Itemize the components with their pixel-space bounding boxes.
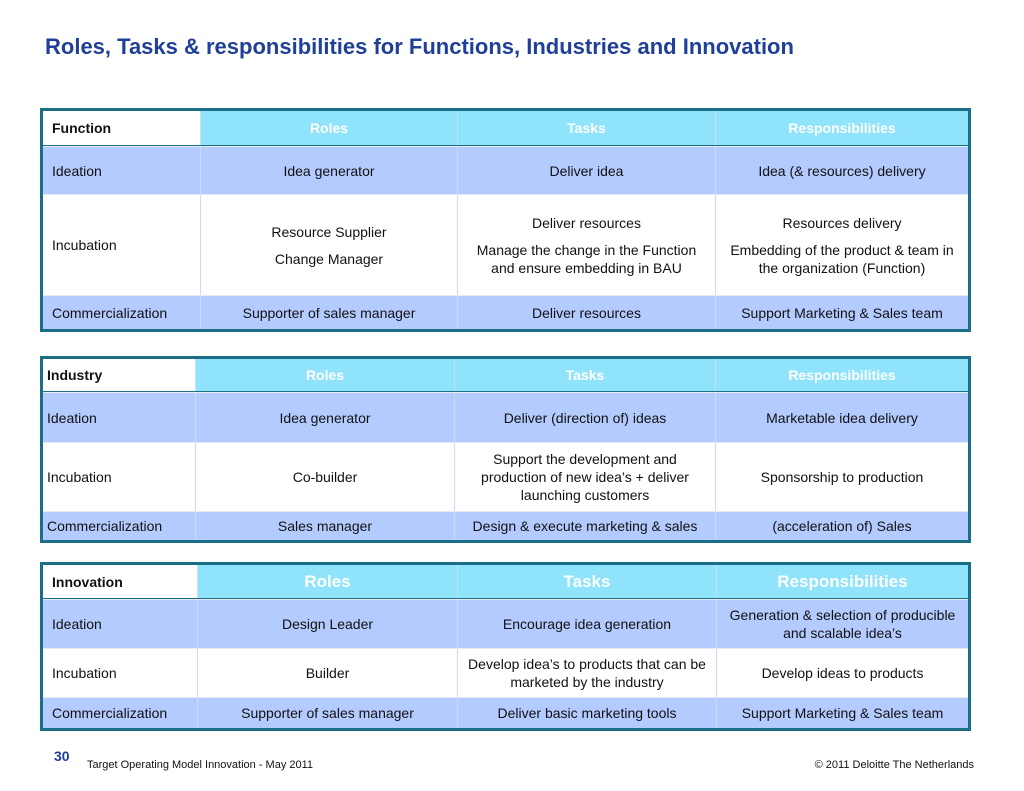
- responsibility-text: Develop ideas to products: [761, 665, 924, 681]
- header-roles: Roles: [196, 359, 455, 391]
- responsibility-text: Embedding of the product & team in the organization (Function): [730, 241, 954, 276]
- table-header-row: [43, 565, 968, 599]
- roles-cell: [196, 393, 455, 442]
- role-text: Change Manager: [274, 250, 384, 267]
- row-label: Commercialization: [43, 698, 198, 728]
- resp-cell: [717, 698, 968, 728]
- role-text: Idea generator: [283, 162, 375, 179]
- task-text: Manage the change in the Function and ensure embedding in BAU: [476, 241, 697, 276]
- task-text: Deliver basic marketing tools: [497, 705, 677, 721]
- role-text: Co-builder: [292, 469, 358, 485]
- task-text: Develop idea’s to products that can be marketed by the industry: [468, 656, 706, 690]
- responsibility-text: (acceleration of) Sales: [772, 518, 912, 534]
- resp-cell: [716, 443, 968, 511]
- footer-title: Target Operating Model Innovation - May 2011: [87, 759, 314, 771]
- row-label: Commercialization: [43, 296, 201, 329]
- table-row: [43, 295, 968, 329]
- row-label: Incubation: [43, 649, 198, 697]
- page-number: 30: [54, 748, 70, 764]
- header-tasks: Tasks: [458, 565, 717, 598]
- header-responsibilities: Responsibilities: [716, 111, 968, 145]
- task-text: Deliver idea: [549, 162, 624, 179]
- table-row: [43, 511, 968, 540]
- tasks-cell: [455, 512, 716, 540]
- row-label: Ideation: [43, 393, 196, 442]
- header-function: Function: [43, 111, 201, 145]
- roles-cell: [201, 296, 458, 329]
- responsibility-text: Idea (& resources) delivery: [758, 162, 926, 179]
- header-responsibilities: Responsibilities: [717, 565, 968, 598]
- responsibility-text: Marketable idea delivery: [766, 409, 918, 426]
- header-responsibilities: Responsibilities: [716, 359, 968, 391]
- table-row: [43, 648, 968, 697]
- role-text: Sales manager: [277, 518, 373, 534]
- tasks-cell: [458, 296, 716, 329]
- row-label: Ideation: [43, 147, 201, 194]
- row-label: Incubation: [43, 443, 196, 511]
- roles-cell: [196, 512, 455, 540]
- tasks-cell: [458, 698, 717, 728]
- table-header-row: [43, 111, 968, 146]
- table-header-row: [43, 359, 968, 392]
- table-row: [43, 392, 968, 442]
- table-row: [43, 442, 968, 511]
- header-innovation: Innovation: [43, 565, 198, 598]
- task-text: Design & execute marketing & sales: [472, 518, 698, 534]
- roles-cell: [198, 600, 458, 648]
- resp-cell: [716, 393, 968, 442]
- responsibility-text: Support Marketing & Sales team: [741, 705, 944, 721]
- responsibility-text: Generation & selection of producible and scalable idea’s: [729, 607, 956, 641]
- table-row: [43, 697, 968, 728]
- header-industry: Industry: [43, 359, 196, 391]
- resp-cell: [716, 147, 968, 194]
- row-label: Ideation: [43, 600, 198, 648]
- roles-cell: [201, 147, 458, 194]
- role-text: Resource Supplier: [271, 223, 387, 240]
- role-text: Supporter of sales manager: [242, 304, 416, 321]
- task-text: Support the development and production of new idea’s + deliver launching customers: [481, 451, 689, 503]
- resp-cell: [717, 600, 968, 648]
- roles-cell: [201, 195, 458, 295]
- task-text: Encourage idea generation: [502, 616, 672, 632]
- roles-cell: [198, 649, 458, 697]
- table-row: [43, 194, 968, 295]
- roles-cell: [198, 698, 458, 728]
- tasks-cell: [458, 649, 717, 697]
- innovation-table: [40, 562, 971, 731]
- responsibility-text: Resources delivery: [782, 214, 902, 231]
- role-text: Supporter of sales manager: [241, 705, 414, 721]
- resp-cell: [716, 195, 968, 295]
- footer-copyright: © 2011 Deloitte The Netherlands: [814, 759, 974, 771]
- responsibility-text: Support Marketing & Sales team: [741, 304, 943, 321]
- function-table: [40, 108, 971, 332]
- tasks-cell: [458, 147, 716, 194]
- header-roles: Roles: [201, 111, 458, 145]
- task-text: Deliver resources: [532, 304, 641, 321]
- resp-cell: [717, 649, 968, 697]
- tasks-cell: [458, 195, 716, 295]
- role-text: Builder: [305, 665, 350, 681]
- task-text: Deliver resources: [532, 214, 641, 231]
- resp-cell: [716, 296, 968, 329]
- task-text: Deliver (direction of) ideas: [503, 409, 667, 426]
- roles-cell: [196, 443, 455, 511]
- header-tasks: Tasks: [455, 359, 716, 391]
- tasks-cell: [455, 443, 716, 511]
- tasks-cell: [458, 600, 717, 648]
- tasks-cell: [455, 393, 716, 442]
- role-text: Idea generator: [279, 409, 371, 426]
- header-tasks: Tasks: [458, 111, 716, 145]
- table-row: [43, 599, 968, 648]
- row-label: Incubation: [43, 195, 201, 295]
- industry-table: [40, 356, 971, 543]
- page-title: Roles, Tasks & responsibilities for Functions, Industries and Innovation: [45, 34, 794, 59]
- header-roles: Roles: [198, 565, 458, 598]
- role-text: Design Leader: [281, 616, 374, 632]
- row-label: Commercialization: [43, 512, 196, 540]
- table-row: [43, 146, 968, 194]
- responsibility-text: Sponsorship to production: [760, 469, 924, 485]
- resp-cell: [716, 512, 968, 540]
